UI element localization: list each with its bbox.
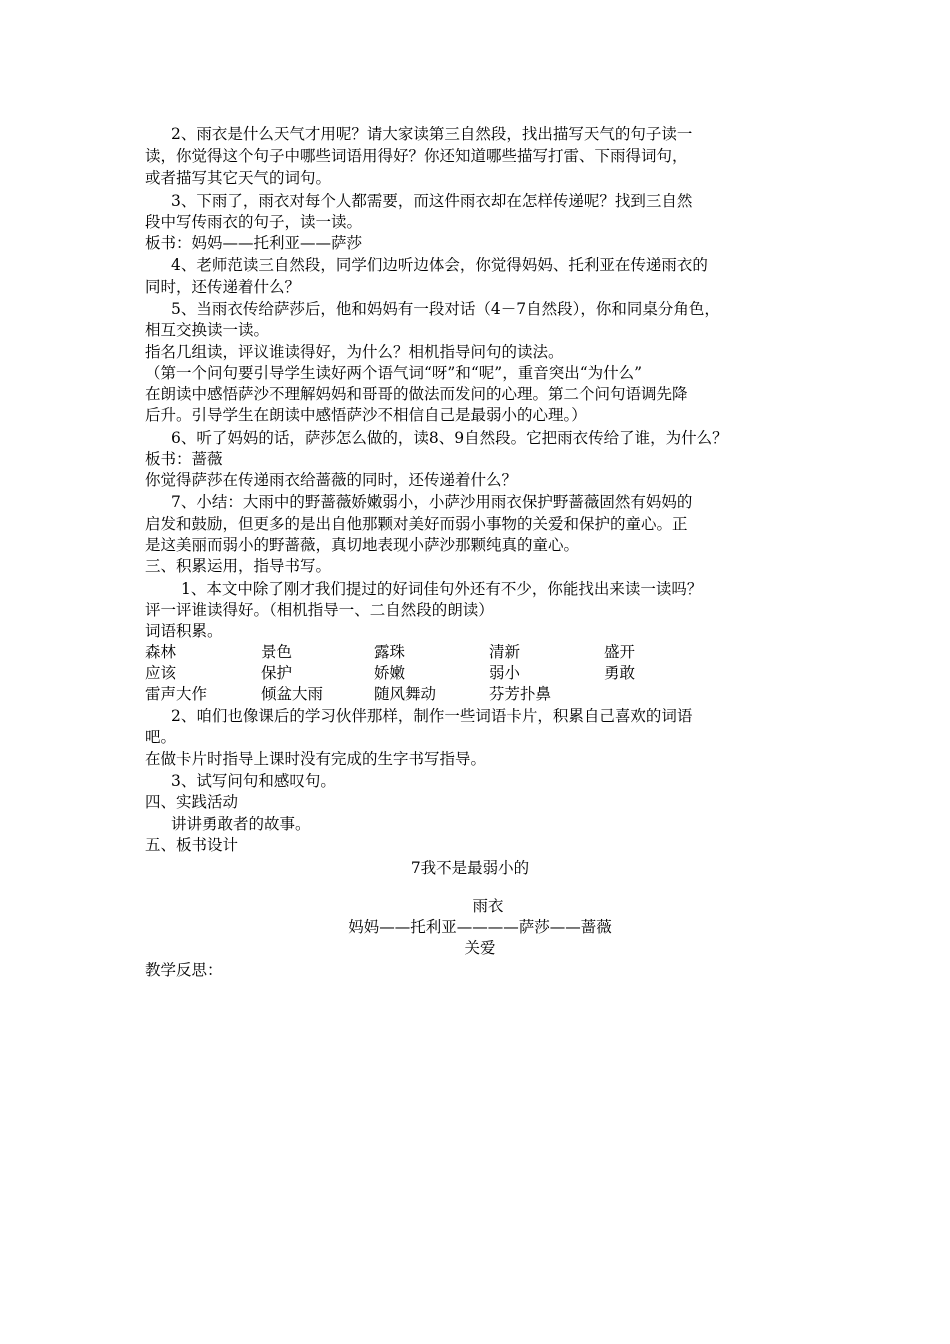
paragraph-line: 后升。引导学生在朗读中感悟萨沙不相信自己是最弱小的心理。）	[145, 406, 587, 424]
paragraph-line: 读，你觉得这个句子中哪些词语用得好？你还知道哪些描写打雷、下雨得词句，	[145, 147, 688, 165]
paragraph-line: 1、本文中除了刚才我们提过的好词佳句外还有不少，你能找出来读一读吗？	[181, 580, 703, 598]
paragraph-line: 5、当雨衣传给萨莎后，他和妈妈有一段对话（4－7自然段），你和同桌分角色，	[171, 300, 720, 318]
paragraph-line: 段中写传雨衣的句子，读一读。	[145, 213, 363, 231]
vocab-word: 勇敢	[604, 664, 636, 682]
vocab-word: 雷声大作	[145, 685, 208, 703]
board-middle: 妈妈——托利亚————萨莎——蔷薇	[348, 918, 612, 936]
vocab-word: 应该	[145, 664, 177, 682]
vocab-word: 景色	[261, 643, 293, 661]
vocab-word: 娇嫩	[374, 664, 406, 682]
section-heading: 五、板书设计	[145, 836, 239, 854]
board-note: 板书：蔷薇	[145, 450, 223, 468]
paragraph-line: （第一个问句要引导学生读好两个语气词“呀”和“呢”，重音突出“为什么”	[145, 364, 643, 382]
vocab-word: 清新	[489, 643, 521, 661]
reflection-heading: 教学反思：	[145, 961, 223, 979]
vocab-word: 弱小	[489, 664, 521, 682]
paragraph-line: 或者描写其它天气的词句。	[145, 169, 332, 187]
paragraph-line: 启发和鼓励，但更多的是出自他那颗对美好而弱小事物的关爱和保护的童心。正	[145, 515, 688, 533]
paragraph-line: 你觉得萨莎在传递雨衣给蔷薇的同时，还传递着什么？	[145, 471, 518, 489]
paragraph-line: 2、咱们也像课后的学习伙伴那样，制作一些词语卡片，积累自己喜欢的词语	[171, 707, 693, 725]
paragraph-line: 3、下雨了，雨衣对每个人都需要，而这件雨衣却在怎样传递呢？找到三自然	[171, 192, 693, 210]
vocab-word: 芬芳扑鼻	[489, 685, 552, 703]
board-top: 雨衣	[472, 897, 504, 915]
vocab-word: 随风舞动	[374, 685, 437, 703]
section-heading: 四、实践活动	[145, 793, 239, 811]
paragraph-line: 6、听了妈妈的话，萨莎怎么做的，读8、9自然段。它把雨衣传给了谁，为什么？	[171, 429, 728, 447]
vocab-word: 盛开	[604, 643, 636, 661]
vocab-word: 倾盆大雨	[261, 685, 324, 703]
paragraph-line: 在朗读中感悟萨沙不理解妈妈和哥哥的做法而发问的心理。第二个问句语调先降	[145, 385, 688, 403]
paragraph-line: 相互交换读一读。	[145, 321, 270, 339]
paragraph-line: 4、老师范读三自然段，同学们边听边体会，你觉得妈妈、托利亚在传递雨衣的	[171, 256, 708, 274]
section-heading: 三、积累运用，指导书写。	[145, 557, 332, 575]
paragraph-line: 在做卡片时指导上课时没有完成的生字书写指导。	[145, 750, 487, 768]
paragraph-line: 讲讲勇敢者的故事。	[171, 815, 311, 833]
paragraph-line: 7、小结：大雨中的野蔷薇娇嫩弱小，小萨沙用雨衣保护野蔷薇固然有妈妈的	[171, 493, 693, 511]
vocab-word: 森林	[145, 643, 177, 661]
vocab-word: 保护	[261, 664, 293, 682]
paragraph-line: 3、试写问句和感叹句。	[171, 772, 336, 790]
board-title: 7我不是最弱小的	[410, 859, 530, 877]
board-note: 板书：妈妈——托利亚——萨莎	[145, 234, 363, 252]
paragraph-line: 2、雨衣是什么天气才用呢？请大家读第三自然段，找出描写天气的句子读一	[171, 125, 693, 143]
paragraph-line: 指名几组读，评议谁读得好，为什么？相机指导问句的读法。	[145, 343, 564, 361]
paragraph-line: 评一评谁读得好。（相机指导一、二自然段的朗读）	[145, 601, 494, 619]
paragraph-line: 词语积累。	[145, 622, 223, 640]
paragraph-line: 同时，还传递着什么？	[145, 278, 301, 296]
paragraph-line: 吧。	[145, 728, 177, 746]
vocab-word: 露珠	[374, 643, 406, 661]
paragraph-line: 是这美丽而弱小的野蔷薇，真切地表现小萨沙那颗纯真的童心。	[145, 536, 580, 554]
board-bottom: 关爱	[464, 939, 496, 957]
